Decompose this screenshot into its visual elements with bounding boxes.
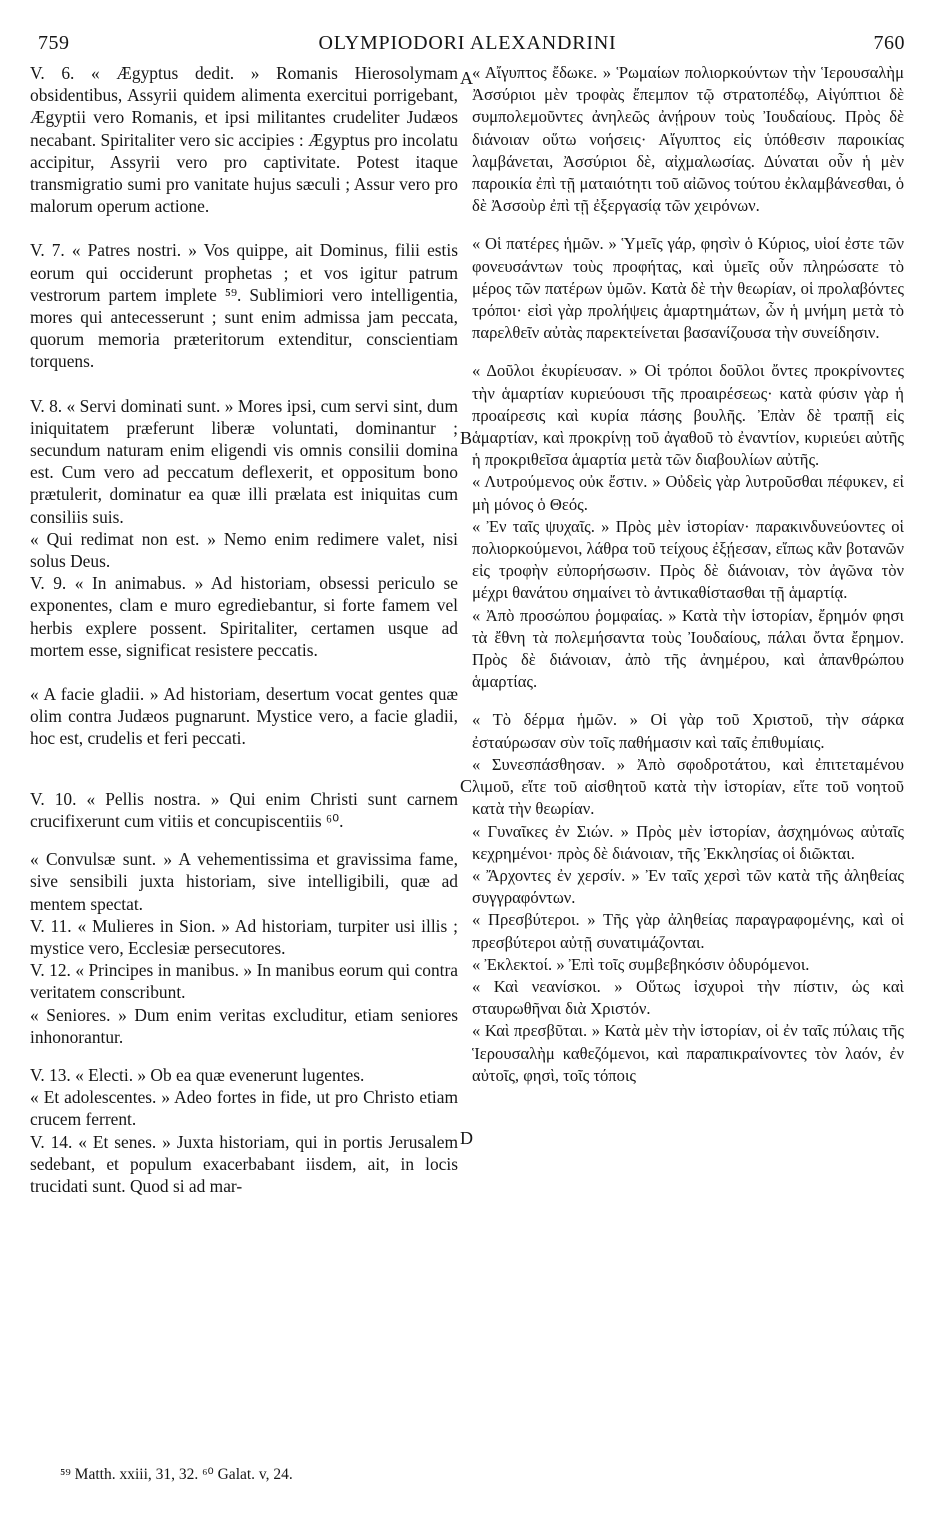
latin-paragraph-gladii: « A facie gladii. » Ad historiam, desertum vocat gentes quæ olim contra Judæos pugnarunt. Mystice vero, a facie gladii, hoc est, crudelis et feri peccati. (30, 684, 458, 749)
margin-marker-a: A (460, 68, 473, 88)
latin-paragraph-v7: V. 7. « Patres nostri. » Vos quippe, ait Dominus, filii estis eorum qui occiderunt prophetas ; et vos igitur patrum vestrorum partem implete ⁵⁹. Sublimiori vero intelligentia, mores qui antecesserunt ; sunt enim admissa jam peccata, quorum memoria præteritorum extenditur, conscientiam torquens. (30, 240, 458, 372)
greek-paragraph-8: « Συνεσπάσθησαν. » Ἀπὸ σφοδροτάτου, καὶ ἐπιτεταμένου λιμοῦ, εἴτε τοῦ αἰσθητοῦ κατὰ τὴν ἱστορίαν, εἴτε τοῦ νοητοῦ κατὰ τὴν θεωρίαν. (472, 754, 904, 819)
latin-paragraph-redimat: « Qui redimat non est. » Nemo enim redimere valet, nisi solus Deus. (30, 528, 458, 572)
greek-paragraph-14: « Καὶ πρεσβῦται. » Κατὰ μὲν τὴν ἱστορίαν, οἱ ἐν ταῖς πύλαις τῆς Ἱερουσαλὴμ καθεζόμενοι, καὶ παραπικραίνοντες τὸν λαόν, ἐν αὐτοῖς, φησὶ, τοῖς τόποις (472, 1021, 904, 1085)
greek-paragraph-13: « Καὶ νεανίσκοι. » Οὕτως ἰσχυροὶ τὴν πίστιν, ὡς καὶ σταυρωθῆναι διὰ Χριστόν. (472, 976, 904, 1019)
latin-paragraph-v11: V. 11. « Mulieres in Sion. » Ad historiam, turpiter usi illis ; mystice vero, Ecclesiæ persecutores. (30, 915, 458, 958)
running-title: OLYMPIODORI ALEXANDRINI (318, 32, 617, 54)
greek-column (472, 62, 904, 1087)
page-number-right: 760 (873, 32, 905, 54)
greek-paragraph-6: « Ἀπὸ προσώπου ῥομφαίας. » Κατὰ τὴν ἱστορίαν, ἔρημόν φησι τὰ ἔθνη τὰ πολεμήσαντα τοὺς Ἰουδαίους, πάλαι ὄντα ἔρημον. Πρὸς δὲ διάνοιαν, ἀπὸ τῆς ἀνημέρου, καὶ ἀπανθρώπου ἁμαρτίας. (472, 605, 904, 692)
latin-paragraph-v9: V. 9. « In animabus. » Ad historiam, obsessi periculo se exponentes, clam e muro egrediebantur, si forte famem vel herbis explere possent. Spiritaliter, certamen usque ad mortem esse, significat resistere peccatis. (30, 573, 458, 660)
latin-paragraph-v13: V. 13. « Electi. » Ob ea quæ evenerunt lugentes. (30, 1064, 365, 1085)
latin-paragraph-v6: V. 6. « Ægyptus dedit. » Romanis Hierosolymam obsidentibus, Assyrii quidem alimenta exercitui porrigebant, Ægyptii vero Romanis, et ipsi militantes crudeliter Judæos necabant. Spiritaliter vero sic accipies : Ægyptus pro incolatu accipitur, Assyrii vero pro captivitate. Potest itaque transmigratio sumi pro vanitate hujus sæculi ; Assur vero pro malorum operum actione. (30, 63, 458, 217)
greek-paragraph-12: « Ἐκλεκτοί. » Ἐπὶ τοῖς συμβεβηκόσιν ὀδυρόμενοι. (472, 954, 810, 974)
latin-column (30, 62, 458, 1197)
footnotes: ⁵⁹ Matth. xxiii, 31, 32. ⁶⁰ Galat. v, 24. (60, 1466, 293, 1483)
latin-paragraph-v12: V. 12. « Principes in manibus. » In manibus eorum qui contra veritatem conscribunt. (30, 960, 458, 1003)
margin-marker-b: B (460, 428, 473, 448)
greek-paragraph-2: « Οἱ πατέρες ἡμῶν. » Ὑμεῖς γάρ, φησὶν ὁ Κύριος, υἱοί ἐστε τῶν φονευσάντων τοὺς προφήτας, καὶ ὑμεῖς οὖν πληρώσατε τὸ μέρος τῶν πατέρων ὑμῶν. Κατὰ δὲ τὴν θεωρίαν, οἱ προλαβόντες τρόποι· εἰσὶ γὰρ προλήψεις ἁμαρτημάτων, ὧν ἡ μνήμη μετὰ τὸ παρελθεῖν αὐτὰς παρεκτείνεται βασανίζουσα τὴν συνείδησιν. (472, 234, 904, 343)
latin-paragraph-adolescentes: « Et adolescentes. » Adeo fortes in fide, ut pro Christo etiam crucem ferrent. (30, 1087, 458, 1130)
greek-paragraph-11: « Πρεσβύτεροι. » Τῆς γὰρ ἀληθείας παραγραφομένης, καὶ οἱ πρεσβύτεροι αὐτῇ συνατιμάζονται. (472, 910, 904, 952)
latin-paragraph-seniores: « Seniores. » Dum enim veritas excluditur, etiam seniores inhonorantur. (30, 1004, 458, 1047)
margin-marker-c: C (460, 776, 473, 796)
greek-paragraph-9: « Γυναῖκες ἐν Σιών. » Πρὸς μὲν ἱστορίαν, ἀσχημόνως αὐταῖς κεχρημένοι· πρὸς δὲ διάνοιαν, τῆς Ἐκκλησίας οἱ διῶκται. (472, 821, 904, 863)
greek-paragraph-4: « Λυτρούμενος οὐκ ἔστιν. » Οὐδεὶς γὰρ λυτροῦσθαι πέφυκεν, εἰ μὴ μόνος ὁ Θεός. (472, 472, 904, 514)
latin-paragraph-v8: V. 8. « Servi dominati sunt. » Mores ipsi, cum servi sint, dum iniquitatem præferunt liberæ voluntati, dominantur ; secundum naturam enim eligendi vis omnis consilii domina est. Cum vero ad peccatum deflexerit, et oppositum bono prætulerit, dominatur ea quæ illi prælata est iniquitas cum consiliis suis. (30, 395, 458, 527)
page-header (30, 32, 905, 58)
greek-paragraph-7: « Τὸ δέρμα ἡμῶν. » Οἱ γὰρ τοῦ Χριστοῦ, τὴν σάρκα ἐσταύρωσαν σὺν τοῖς παθήμασιν καὶ ταῖς ἐπιθυμίαις. (472, 710, 904, 752)
greek-paragraph-5: « Ἐν ταῖς ψυχαῖς. » Πρὸς μὲν ἱστορίαν· παρακινδυνεύοντες οἱ πολιορκούμενοι, λάθρα τοῦ τείχους ἐξῄεσαν, εἴπως κἂν βοτανῶν εἰς τροφὴν εὐπορήσωσιν. Πρὸς δὲ διάνοιαν, τὸν ἀγῶνα τὸν μέχρι θανάτου σημαίνει τὸ ἀντικαθίστασθαι τῇ ἁμαρτίᾳ. (472, 516, 904, 603)
latin-paragraph-convulsae: « Convulsæ sunt. » A vehementissima et gravissima fame, sive sensibili juxta historiam, sive intelligibili, quæ ad mentem spectat. (30, 849, 458, 914)
latin-paragraph-v10: V. 10. « Pellis nostra. » Qui enim Christi sunt carnem crucifixerunt cum vitiis et concupiscentiis ⁶⁰. (30, 788, 458, 831)
greek-paragraph-3: « Δοῦλοι ἐκυρίευσαν. » Οἱ τρόποι δοῦλοι ὄντες προκρίνοντες τὴν ἁμαρτίαν κυριεύουσι τῆς προαιρέσεως· κατὰ φύσιν γὰρ ἡ προαίρεσις καὶ κυρία πάσης βουλῆς. Ἐπὰν δὲ τραπῇ εἰς ἁμαρτίαν, καὶ προκρίνῃ τοῦ ἀγαθοῦ τὸ ἐναντίον, κυριεύει αὐτῆς ἡ προκριθεῖσα ἁμαρτία μετὰ τῶν διαβουλίων αὐτῆς. (472, 361, 904, 470)
greek-paragraph-1: « Αἴγυπτος ἔδωκε. » Ῥωμαίων πολιορκούντων τὴν Ἱερουσαλὴμ Ἀσσύριοι μὲν τροφὰς ἔπεμπον τῷ στρατοπέδῳ, Αἰγύπτιοι δὲ συμπολεμοῦντες ἀνηλεῶς ἀνῄρουν τοὺς Ἰουδαίους. Πρὸς δὲ διάνοιαν οὕτω νοήσεις· Αἴγυπτος εἰς ὑπόθεσιν παροικίας λαμβάνεται, Ἀσσύριοι δὲ, αἰχμαλωσίας. Δύναται οὖν ἡ μὲν παροικία ἐπὶ τῇ ματαιότητι τοῦ αἰῶνος τούτου ἐκλαμβάνεσθαι, ὁ δὲ Ἀσσοὺρ ἐπὶ τῇ ἐξεργασίᾳ τῶν χειρόνων. (472, 63, 904, 216)
margin-marker-d: D (460, 1128, 473, 1148)
latin-paragraph-v14: V. 14. « Et senes. » Juxta historiam, qui in portis Jerusalem sedebant, et populum exacerbabant iisdem, ait, in locis trucidati sunt. Quod si ad mar- (30, 1131, 458, 1196)
page-number-left: 759 (38, 32, 70, 54)
greek-paragraph-10: « Ἄρχοντες ἐν χερσίν. » Ἐν ταῖς χερσὶ τῶν κατὰ τῆς ἀληθείας συγγραφόντων. (472, 865, 904, 908)
